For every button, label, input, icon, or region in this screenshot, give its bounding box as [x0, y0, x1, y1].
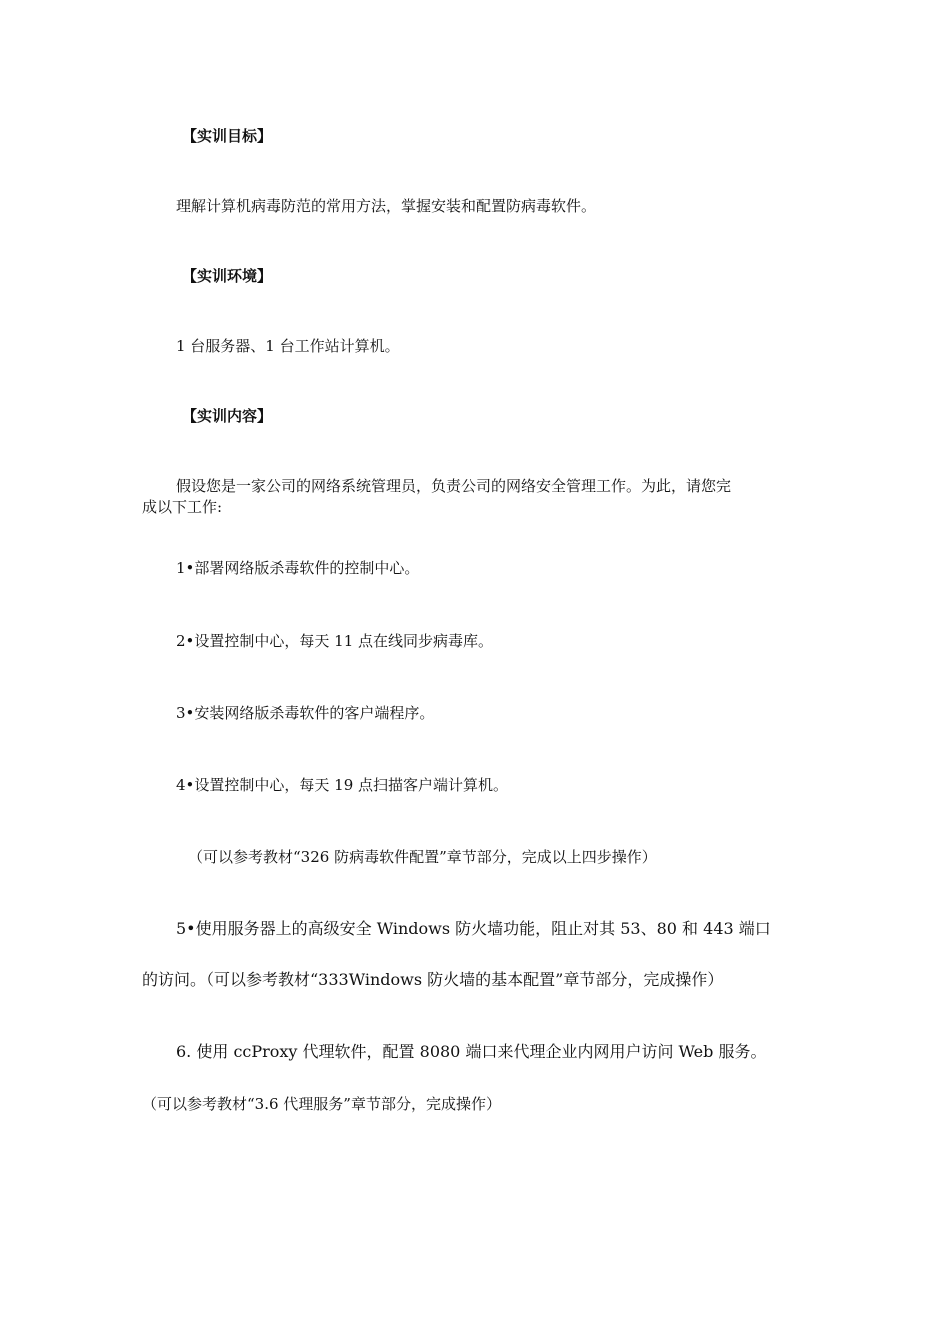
- environment-text: 1 台服务器、1 台工作站计算机。: [176, 337, 400, 355]
- task-item-4: [176, 774, 508, 796]
- environment-heading: 【实训环境】: [182, 267, 273, 285]
- task-number: 2•: [176, 632, 195, 650]
- task-text: 安装网络版杀毒软件的客户端程序。: [194, 704, 435, 722]
- reference-note-1: （可以参考教材“326 防病毒软件配置”章节部分，完成以上四步操作）: [188, 848, 657, 866]
- task-item-1: [176, 557, 419, 579]
- task-item-5-line1: [176, 918, 771, 940]
- task-item-2: [176, 630, 493, 652]
- task-number: 1•: [176, 559, 195, 577]
- task-item-6-line2: （可以参考教材“3.6 代理服务”章节部分，完成操作）: [142, 1095, 501, 1113]
- content-intro-line2: 成以下工作:: [142, 498, 223, 516]
- task-number: 3•: [176, 704, 195, 722]
- content-heading: 【实训内容】: [182, 407, 273, 425]
- task-item-3: [176, 702, 434, 724]
- task-item-6-line1: 6. 使用 ccProxy 代理软件，配置 8080 端口来代理企业内网用户访问 Web 服务。: [176, 1042, 767, 1061]
- goal-heading: 【实训目标】: [182, 127, 273, 145]
- goal-text: 理解计算机病毒防范的常用方法，掌握安装和配置防病毒软件。: [176, 197, 597, 215]
- task-text: 部署网络版杀毒软件的控制中心。: [194, 559, 420, 577]
- task-number: 5•: [176, 919, 196, 938]
- task-text: 设置控制中心，每天 11 点在线同步病毒库。: [194, 632, 494, 650]
- content-intro-line1: 假设您是一家公司的网络系统管理员，负责公司的网络安全管理工作。为此，请您完: [176, 477, 732, 495]
- task-item-5-line2: 的访问。（可以参考教材“333Windows 防火墙的基本配置”章节部分，完成操作）: [142, 970, 724, 989]
- task-text: 设置控制中心，每天 19 点扫描客户端计算机。: [194, 776, 509, 794]
- task-text: 使用服务器上的高级安全 Windows 防火墙功能，阻止对其 53、80 和 443 端口: [195, 919, 771, 938]
- task-number: 4•: [176, 776, 195, 794]
